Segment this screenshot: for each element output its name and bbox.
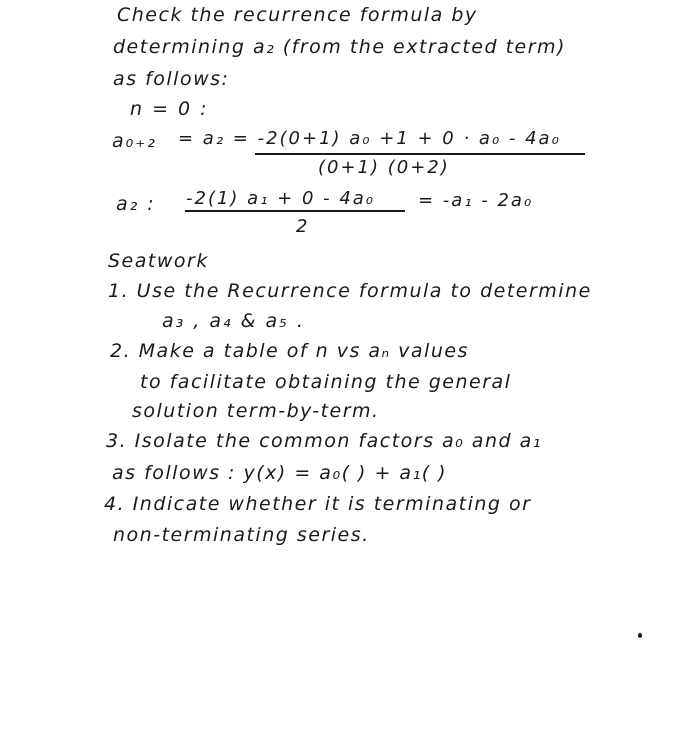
seatwork-item-4-line-2: non-terminating series. bbox=[113, 524, 370, 546]
seatwork-item-2-line-3: solution term-by-term. bbox=[132, 400, 380, 422]
recurrence-equation: = a₂ = -2(0+1) a₀ +1 + 0 · a₀ - 4a₀ bbox=[178, 128, 561, 149]
seatwork-item-1-line-1: 1. Use the Recurrence formula to determine bbox=[108, 280, 592, 302]
seatwork-item-3-line-2: as follows : y(x) = a₀( ) + a₁( ) bbox=[112, 462, 448, 484]
seatwork-item-4-line-1: 4. Indicate whether it is terminating or bbox=[104, 493, 532, 515]
denominator-2: 2 bbox=[296, 216, 310, 237]
seatwork-item-3-line-1: 3. Isolate the common factors a₀ and a₁ bbox=[106, 430, 542, 452]
seatwork-item-1-line-2: a₃ , a₄ & a₅ . bbox=[162, 310, 305, 332]
lhs-a-2: a₂ : bbox=[116, 193, 156, 215]
lhs-a-0-plus-2: a₀₊₂ bbox=[112, 130, 157, 152]
numerator-2: -2(1) a₁ + 0 - 4a₀ bbox=[186, 188, 376, 209]
fraction-bar-1 bbox=[255, 153, 585, 155]
intro-line-3: as follows: bbox=[113, 68, 230, 90]
stray-pen-mark bbox=[638, 633, 642, 638]
n-zero-case: n = 0 : bbox=[130, 98, 209, 120]
seatwork-item-2-line-2: to facilitate obtaining the general bbox=[140, 371, 512, 393]
seatwork-item-2-line-1: 2. Make a table of n vs aₙ values bbox=[110, 340, 469, 362]
intro-line-2: determining a₂ (from the extracted term) bbox=[113, 36, 566, 58]
seatwork-title: Seatwork bbox=[108, 250, 209, 272]
fraction-bar-2 bbox=[185, 210, 405, 212]
denominator-1: (0+1) (0+2) bbox=[318, 157, 450, 178]
intro-line-1: Check the recurrence formula by bbox=[117, 4, 478, 26]
result-a-2: = -a₁ - 2a₀ bbox=[418, 190, 534, 211]
